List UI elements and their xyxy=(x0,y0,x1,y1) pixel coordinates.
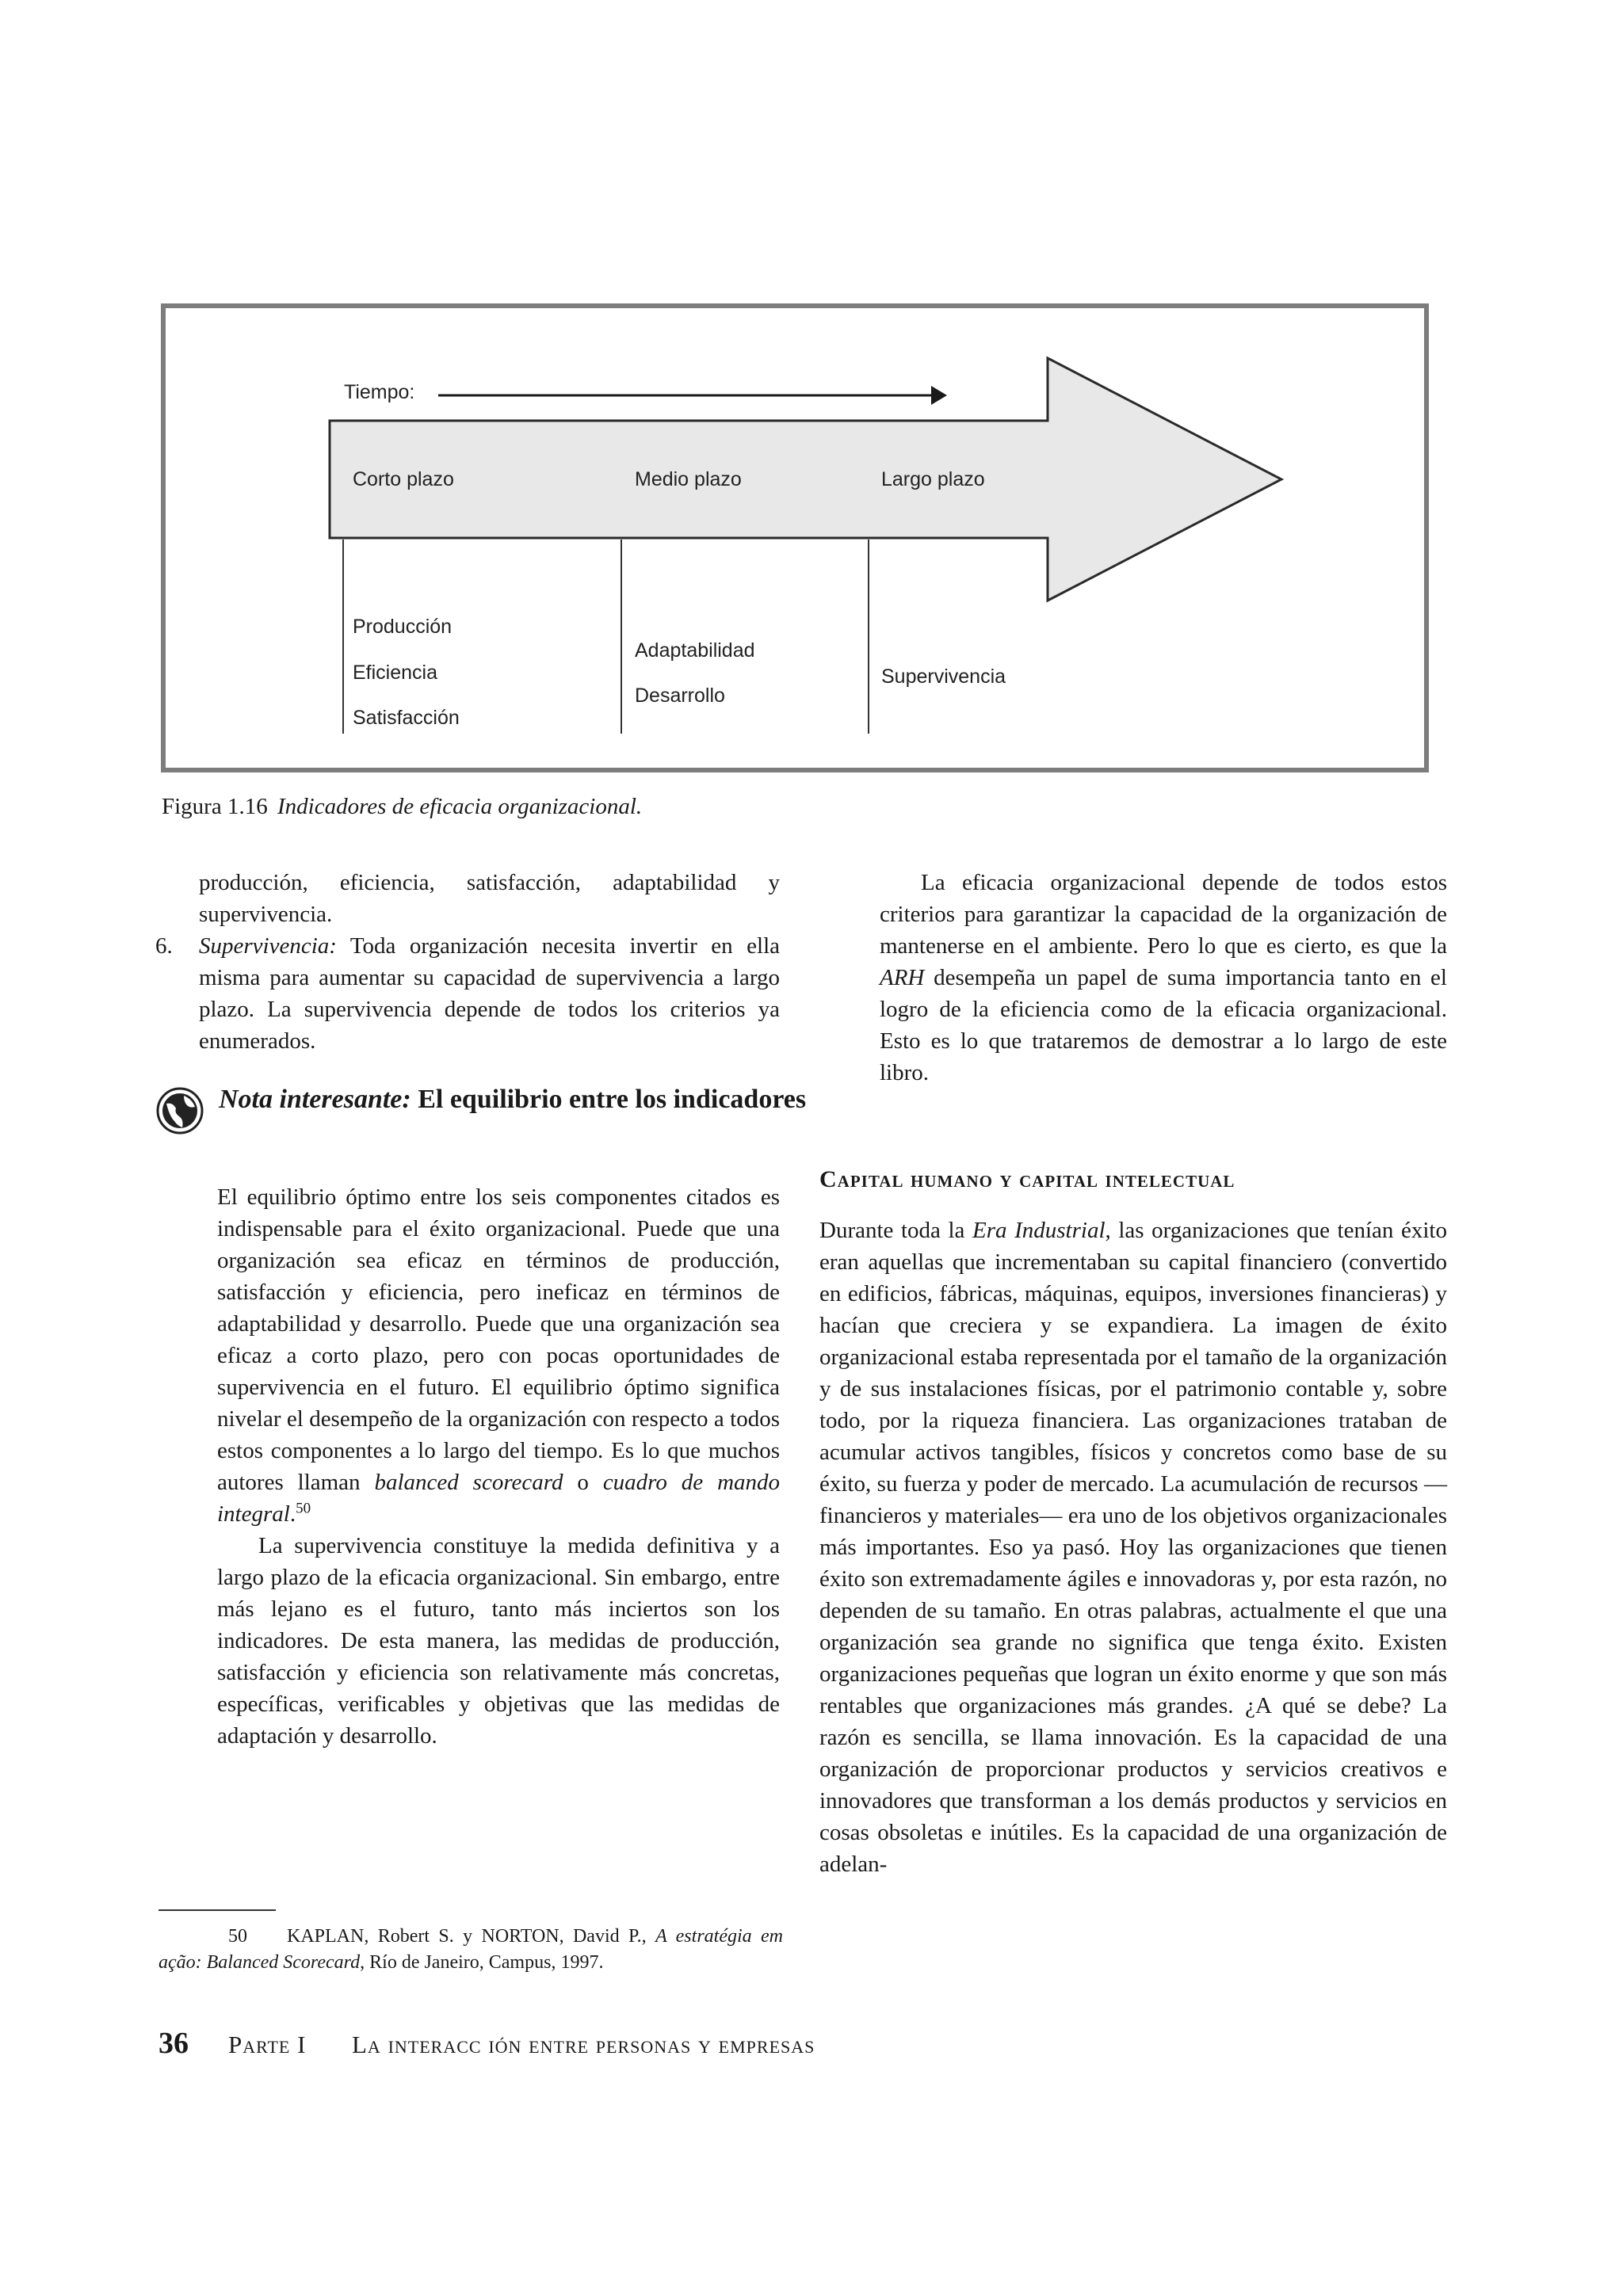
note-p1-text-mid: o xyxy=(563,1470,603,1495)
chapter-title: La interacc ión entre personas y empresas xyxy=(352,2031,815,2058)
indicator-adaptabilidad: Adaptabilidad xyxy=(635,639,755,662)
list-continuation: producción, eficiencia, satisfacción, adaptabilidad y supervivencia. xyxy=(199,870,780,927)
stage-short-term: Corto plazo xyxy=(353,468,454,490)
note-title-rest: El equilibrio entre los indicadores xyxy=(411,1085,807,1114)
footnote-ref: 50 xyxy=(296,1500,311,1517)
list-item-6 xyxy=(155,930,780,1057)
right-p2-text-b: , las organizaciones que tenían éxito eran aquellas que incrementaban su capital financiero (convertido en edificios, fábricas, máquinas, equipos, inversiones financieras) y hacían que creciera y se expandiera. La imagen de éxito organizacional estaba representada por el tamaño de la organización y de sus instalaciones físicas, por el patrimonio contable y, sobre todo, por la riqueza financiera. Las organizaciones trataban de acumular activos tangibles, físicos y concretos como base de su éxito, su fuerza y poder de mercado. La acumulación de recursos —financieros y materiales— era uno de los objetivos organizacionales más importantes. Eso ya pasó. Hoy las organizaciones que tienen éxito son extremadamente ágiles e innovadoras y, por esta razón, no dependen de su tamaño. En otras palabras, actualmente el que una organización sea grande no significa que tenga éxito. Existen organizaciones pequeñas que logran un éxito enorme y que son más rentables que organizaciones más grandes. ¿A qué se debe? La razón es sencilla, se llama innovación. Es la capacidad de una organización de proporcionar productos y servicios creativos e innovadores que transforman a los demás productos y servicios en cosas obsoletas e inútiles. Es la capacidad de una organización de adelan- xyxy=(819,1218,1447,1877)
note-paragraph-1 xyxy=(217,1181,780,1530)
indicator-satisfaccion: Satisfacción xyxy=(353,707,460,729)
stage-long-term: Largo plazo xyxy=(881,468,985,490)
page-number: 36 xyxy=(158,2027,189,2060)
indicator-desarrollo: Desarrollo xyxy=(635,685,725,707)
footnote-number: 50 xyxy=(228,1926,247,1947)
footnote-italic: A estratégia em ação: Balanced Scorecard xyxy=(158,1926,784,1973)
note-title-italic: Nota interesante: xyxy=(219,1085,411,1114)
footnote-text-b: , Río de Janeiro, Campus, 1997. xyxy=(360,1952,604,1973)
note-p1-text-a: El equilibrio óptimo entre los seis componentes citados es indispensable para el éxito organizacional. Puede que una organización sea eficaz en términos de producción, satisfacción y eficiencia, pero ineficaz en términos de adaptabilidad y desarrollo. Puede que una organización sea eficaz a corto plazo, pero con pocas oportunidades de supervivencia en el futuro. El equilibrio óptimo significa nivelar el desempeño de la organización con respecto a todos estos componentes a lo largo del tiempo. Es lo que muchos autores llaman xyxy=(217,1184,780,1495)
footnote-rule xyxy=(158,1909,276,1911)
note-p1-italic-1: balanced scorecard xyxy=(374,1470,563,1495)
stage-medium-term: Medio plazo xyxy=(635,468,742,490)
right-paragraph-1 xyxy=(880,867,1447,1089)
right-p1-text-a: La eficacia organizacional depende de todos estos criterios para garantizar la capacidad de la organización de mantenerse en el ambiente. Pero lo que es cierto, es que la xyxy=(880,870,1447,959)
time-label: Tiempo: xyxy=(344,381,415,403)
figure-box xyxy=(161,303,1429,772)
figure-caption xyxy=(162,794,642,820)
list-text: Toda organización necesita invertir en ella misma para aumentar su capacidad de supervivencia a largo plazo. La supervivencia depende de todos los criterios ya enumerados. xyxy=(199,933,780,1054)
note-p1-text-end: . xyxy=(289,1501,296,1527)
caption-title: Indicadores de eficacia organizacional. xyxy=(277,794,643,819)
right-p2-italic: Era Industrial xyxy=(972,1218,1106,1243)
footnote xyxy=(158,1924,783,1976)
list-term: Supervivencia: xyxy=(199,933,337,959)
right-paragraph-2 xyxy=(819,1215,1447,1880)
left-column-top xyxy=(155,867,780,1057)
note-paragraph-2: La supervivencia constituye la medida definitiva y a largo plazo de la eficacia organizacional. Sin embargo, entre más lejano es el futuro, tanto más inciertos son los indicadores. De esta manera, las medidas de producción, satisfacción y eficiencia son relativamente más concretas, específicas, verificables y objetivas que las medidas de adaptación y desarrollo. xyxy=(217,1533,780,1749)
right-p1-text-b: desempeña un papel de suma importancia tanto en el logro de la eficiencia como de la eficacia organizacional. Esto es lo que trataremos de demostrar a lo largo de este libro. xyxy=(880,965,1447,1085)
caption-number: Figura 1.16 xyxy=(162,794,268,819)
indicator-supervivencia: Supervivencia xyxy=(881,666,1006,688)
note-body xyxy=(217,1181,780,1752)
right-p1-italic: ARH xyxy=(880,965,925,990)
part-label: Parte I xyxy=(228,2031,307,2058)
right-column-top xyxy=(880,867,1447,1089)
globe-icon xyxy=(155,1086,204,1135)
page-footer xyxy=(158,2026,815,2061)
figure-diagram xyxy=(166,308,1424,768)
list-number: 6. xyxy=(155,933,173,959)
indicator-eficiencia: Eficiencia xyxy=(353,662,437,684)
footnote-text-a: KAPLAN, Robert S. y NORTON, David P., xyxy=(287,1926,656,1947)
time-arrowhead xyxy=(931,386,947,405)
indicator-produccion: Producción xyxy=(353,616,453,638)
right-p2-text-a: Durante toda la xyxy=(819,1218,973,1243)
note-p1-italic-2: cuadro de mando integral xyxy=(217,1470,781,1527)
right-column-body xyxy=(819,1215,1447,1880)
note-title xyxy=(219,1083,806,1116)
section-heading: Capital humano y capital intelectual xyxy=(819,1166,1235,1192)
